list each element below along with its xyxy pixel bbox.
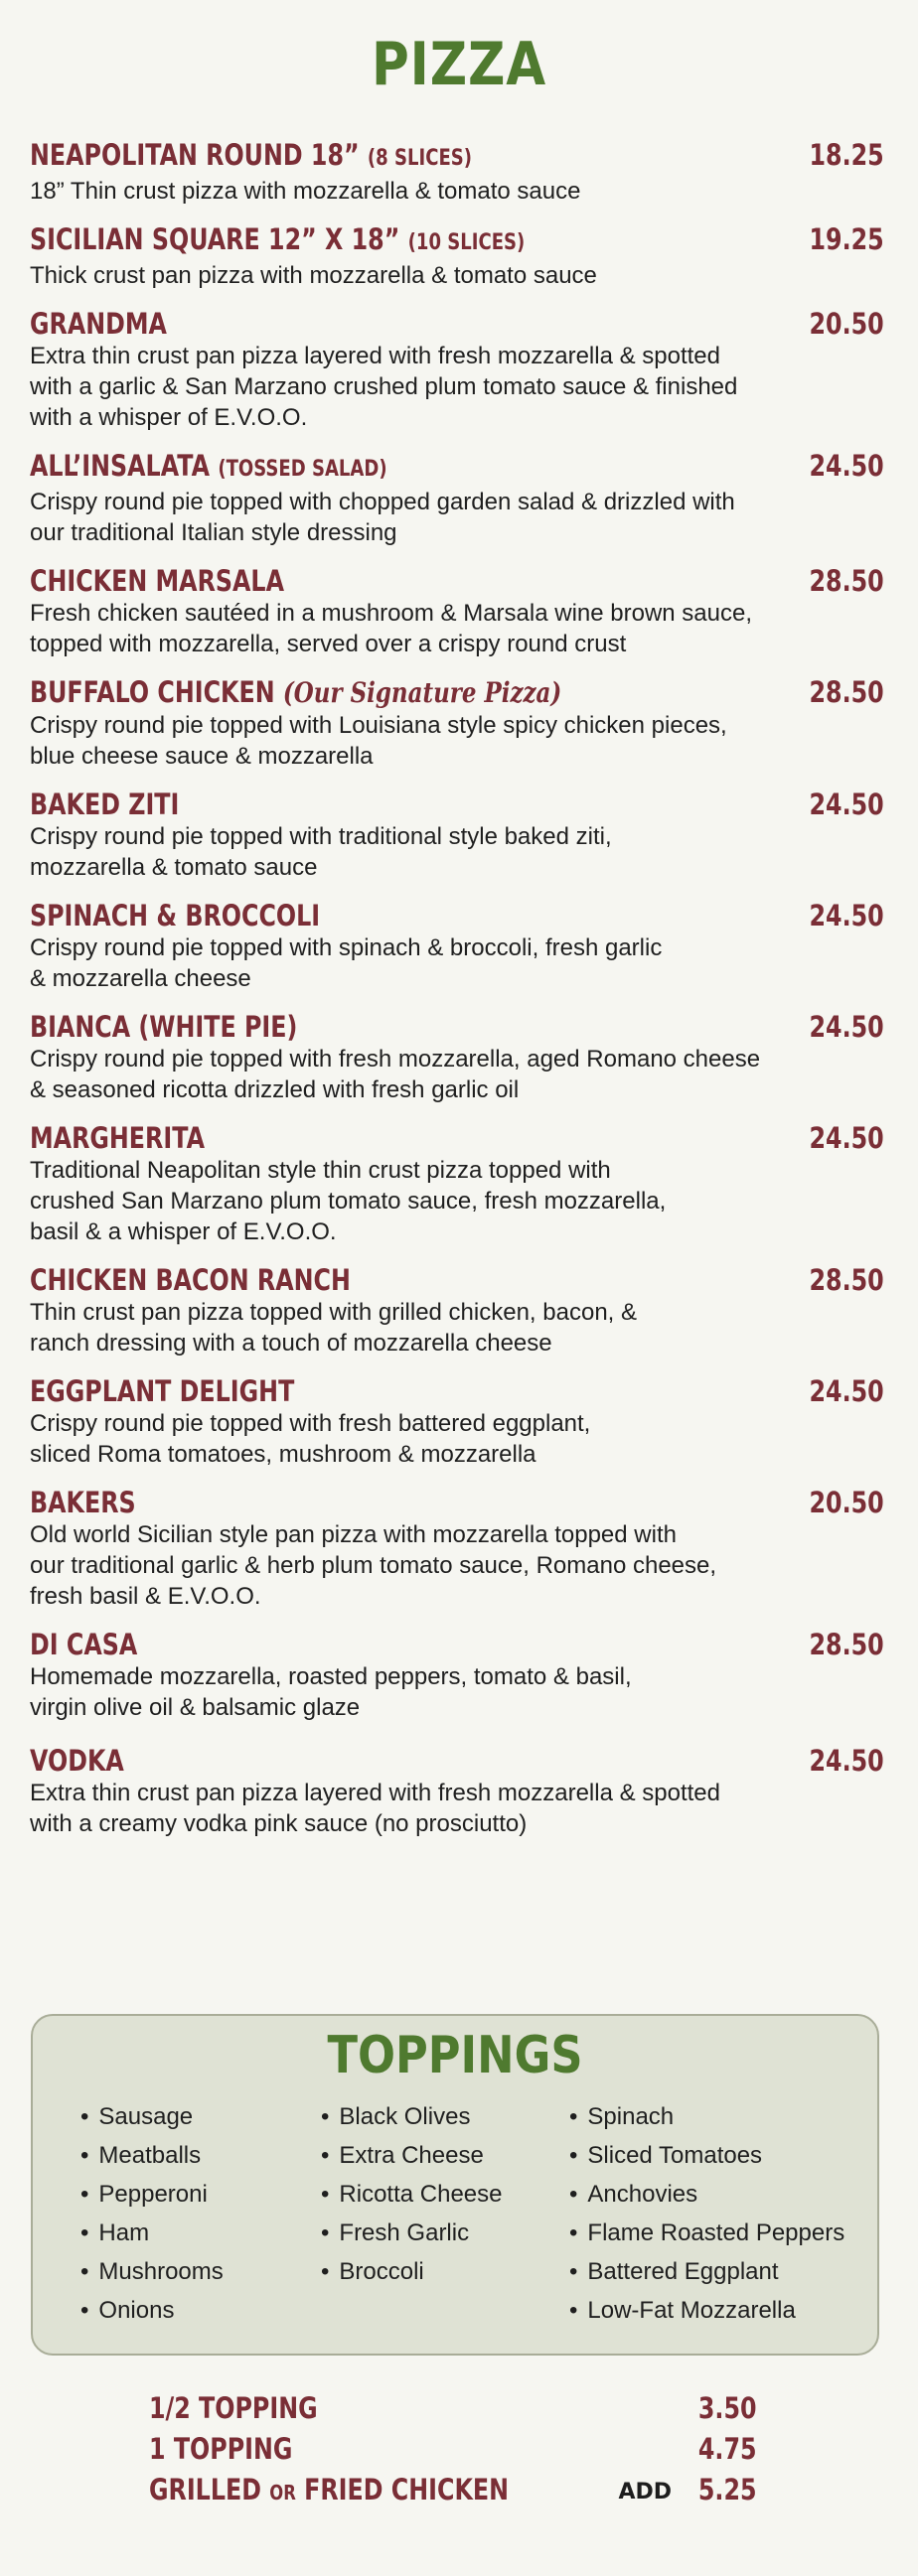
item-description: Crispy round pie topped with spinach & broccoli, fresh garlic & mozzarella cheese xyxy=(30,934,663,992)
menu-item xyxy=(30,1627,884,1723)
topping-item: • Low-Fat Mozzarella xyxy=(569,2291,844,2330)
item-name: EGGPLANT DELIGHT xyxy=(30,1374,295,1408)
item-description: Crispy round pie topped with chopped garden salad & drizzled with our traditional Italian style dressing xyxy=(30,489,735,546)
item-price: 19.25 xyxy=(809,222,884,256)
item-price: 24.50 xyxy=(809,787,884,821)
item-description: Extra thin crust pan pizza layered with fresh mozzarella & spotted with a creamy vodka pink sauce (no prosciutto) xyxy=(30,1780,720,1837)
addon-row xyxy=(149,2429,757,2470)
topping-item: • Broccoli xyxy=(321,2252,503,2291)
topping-item: • Extra Cheese xyxy=(321,2136,503,2175)
item-name: SPINACH & BROCCOLI xyxy=(30,899,321,932)
item-description: Fresh chicken sautéed in a mushroom & Marsala wine brown sauce, topped with mozzarella, served over a crispy round crust xyxy=(30,600,753,657)
menu-item xyxy=(30,137,884,207)
topping-item: • Spinach xyxy=(569,2097,844,2136)
menu-item xyxy=(30,1262,884,1359)
item-description: Thick crust pan pizza with mozzarella & tomato sauce xyxy=(30,262,597,289)
item-name: ALL’INSALATA (TOSSED SALAD) xyxy=(30,449,387,483)
item-name: CHICKEN BACON RANCH xyxy=(30,1263,351,1297)
addon-label: 1/2 TOPPING xyxy=(149,2391,318,2425)
item-price: 24.50 xyxy=(809,1744,884,1778)
item-name: GRANDMA xyxy=(30,307,167,341)
addon-price: 4.75 xyxy=(698,2432,757,2466)
addon-price: 5.25 xyxy=(698,2473,757,2506)
item-name: BAKERS xyxy=(30,1486,136,1519)
menu-item xyxy=(30,674,884,772)
item-name: SICILIAN SQUARE 12” X 18” (10 SLICES) xyxy=(30,222,526,256)
item-price: 20.50 xyxy=(809,1486,884,1519)
item-description: Homemade mozzarella, roasted peppers, tomato & basil, virgin olive oil & balsamic glaze xyxy=(30,1663,632,1721)
item-name: VODKA xyxy=(30,1744,124,1778)
topping-item: • Battered Eggplant xyxy=(569,2252,844,2291)
item-price: 28.50 xyxy=(809,564,884,598)
toppings-column-1 xyxy=(80,2097,224,2330)
addon-prefix: ADD xyxy=(618,2480,672,2504)
menu-item xyxy=(30,1009,884,1105)
item-price: 20.50 xyxy=(809,307,884,341)
item-description: Crispy round pie topped with fresh battered eggplant, sliced Roma tomatoes, mushroom & mozzarella xyxy=(30,1410,591,1468)
topping-prices xyxy=(149,2388,757,2510)
item-subtitle: (8 SLICES) xyxy=(367,146,473,171)
item-name: NEAPOLITAN ROUND 18” (8 SLICES) xyxy=(30,138,473,172)
item-subtitle: (TOSSED SALAD) xyxy=(218,457,387,482)
item-description: Traditional Neapolitan style thin crust pizza topped with crushed San Marzano plum tomato sauce, fresh mozzarella, basil & a whisper of E.V.O.O. xyxy=(30,1157,667,1245)
menu-items xyxy=(30,137,884,1854)
menu-item xyxy=(30,898,884,994)
item-description: Old world Sicilian style pan pizza with mozzarella topped with our traditional garlic & herb plum tomato sauce, Romano cheese, fresh basil & E.V.O.O. xyxy=(30,1521,717,1610)
signature-tag: (Our Signature Pizza) xyxy=(282,676,562,709)
toppings-column-3 xyxy=(569,2097,844,2330)
item-name: BUFFALO CHICKEN (Our Signature Pizza) xyxy=(30,675,562,709)
topping-item: • Sliced Tomatoes xyxy=(569,2136,844,2175)
menu-item xyxy=(30,306,884,433)
item-price: 28.50 xyxy=(809,1628,884,1661)
page-title: PIZZA xyxy=(371,30,547,99)
item-price: 24.50 xyxy=(809,899,884,932)
menu-item xyxy=(30,221,884,291)
addon-row xyxy=(149,2470,757,2510)
menu-item xyxy=(30,563,884,659)
menu-item xyxy=(30,1485,884,1612)
item-name: BIANCA (WHITE PIE) xyxy=(30,1010,298,1044)
item-price: 28.50 xyxy=(809,1263,884,1297)
item-description: 18” Thin crust pizza with mozzarella & tomato sauce xyxy=(30,178,581,205)
item-price: 18.25 xyxy=(809,138,884,172)
topping-item: • Mushrooms xyxy=(80,2252,224,2291)
topping-item: • Onions xyxy=(80,2291,224,2330)
topping-item: • Pepperoni xyxy=(80,2175,224,2214)
menu-item xyxy=(30,1743,884,1839)
item-price: 24.50 xyxy=(809,449,884,483)
topping-item: • Ricotta Cheese xyxy=(321,2175,503,2214)
topping-item: • Anchovies xyxy=(569,2175,844,2214)
item-name: DI CASA xyxy=(30,1628,138,1661)
topping-item: • Meatballs xyxy=(80,2136,224,2175)
menu-item xyxy=(30,448,884,548)
menu-item xyxy=(30,787,884,883)
topping-item: • Flame Roasted Peppers xyxy=(569,2214,844,2252)
topping-item: • Sausage xyxy=(80,2097,224,2136)
topping-item: • Black Olives xyxy=(321,2097,503,2136)
toppings-box xyxy=(31,2014,879,2356)
item-name: BAKED ZITI xyxy=(30,787,180,821)
item-description: Crispy round pie topped with traditional style baked ziti, mozzarella & tomato sauce xyxy=(30,823,612,881)
addon-label: GRILLED OR FRIED CHICKEN xyxy=(149,2473,510,2506)
addon-label: 1 TOPPING xyxy=(149,2432,293,2466)
item-description: Crispy round pie topped with Louisiana style spicy chicken pieces, blue cheese sauce & mozzarella xyxy=(30,712,727,770)
item-price: 24.50 xyxy=(809,1374,884,1408)
toppings-title: TOPPINGS xyxy=(327,2026,583,2085)
menu-item xyxy=(30,1120,884,1247)
menu-item xyxy=(30,1373,884,1470)
item-description: Extra thin crust pan pizza layered with fresh mozzarella & spotted with a garlic & San Marzano crushed plum tomato sauce & finished with a whisper of E.V.O.O. xyxy=(30,343,738,431)
item-subtitle: (10 SLICES) xyxy=(407,230,526,255)
item-name: CHICKEN MARSALA xyxy=(30,564,284,598)
item-description: Crispy round pie topped with fresh mozzarella, aged Romano cheese & seasoned ricotta drizzled with fresh garlic oil xyxy=(30,1046,761,1103)
addon-row xyxy=(149,2388,757,2429)
addon-price: 3.50 xyxy=(698,2391,757,2425)
item-price: 24.50 xyxy=(809,1010,884,1044)
item-price: 28.50 xyxy=(809,675,884,709)
topping-item: • Ham xyxy=(80,2214,224,2252)
item-name: MARGHERITA xyxy=(30,1121,205,1155)
topping-item: • Fresh Garlic xyxy=(321,2214,503,2252)
item-price: 24.50 xyxy=(809,1121,884,1155)
toppings-column-2 xyxy=(321,2097,503,2291)
item-description: Thin crust pan pizza topped with grilled chicken, bacon, & ranch dressing with a touch of mozzarella cheese xyxy=(30,1299,638,1357)
